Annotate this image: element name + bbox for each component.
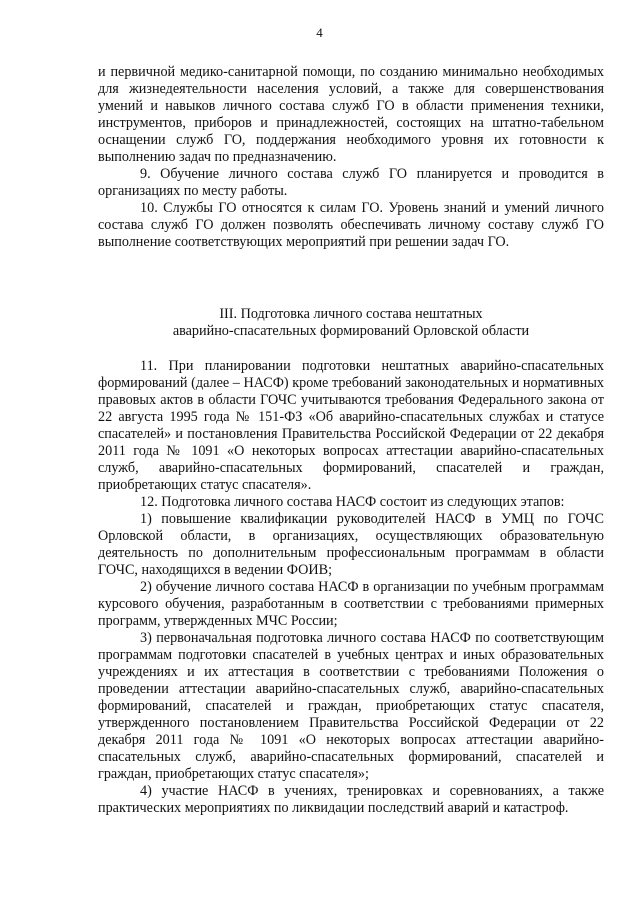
list-item-1: 1) повышение квалификации руководителей НАСФ в УМЦ по ГОЧС Орловской области, в организациях, осуществляющих образовательную деятельность по дополнительным профессиональным программам в области ГОЧС, находящихся в ведении ФОИВ; (98, 511, 604, 578)
paragraph-9: 9. Обучение личного состава служб ГО планируется и проводится в организациях по месту работы. (98, 166, 604, 199)
paragraph-10: 10. Службы ГО относятся к силам ГО. Уровень знаний и умений личного состава служб ГО должен позволять обеспечивать личному составу служб ГО выполнение соответствующих мероприятий при решении задач ГО. (98, 200, 604, 250)
text-block-top (98, 64, 604, 251)
paragraph: и первичной медико-санитарной помощи, по созданию минимально необходимых для жизнедеятельности населения условий, а также для совершенствования умений и навыков личного состава служб ГО в области применения техники, инструментов, приборов и принадлежностей, состоящих на штатно-табельном оснащении служб ГО, поддержания необходимого уровня их готовности к выполнению задач по предназначению. (98, 64, 604, 165)
section-heading (98, 306, 604, 340)
list-item-2: 2) обучение личного состава НАСФ в организации по учебным программам курсового обучения, разработанным в соответствии с требованиями примерных программ, утвержденных МЧС России; (98, 579, 604, 629)
page-number: 4 (316, 25, 323, 40)
section-heading-line2: аварийно-спасательных формирований Орловской области (172, 323, 530, 339)
text-block-section-3 (98, 358, 604, 817)
section-heading-line1: III. Подготовка личного состава нештатных (219, 306, 483, 322)
list-item-4: 4) участие НАСФ в учениях, тренировках и соревнованиях, а также практических мероприятиях по ликвидации последствий аварий и катастроф. (98, 783, 604, 816)
paragraph-12: 12. Подготовка личного состава НАСФ состоит из следующих этапов: (140, 494, 565, 510)
paragraph-11: 11. При планировании подготовки нештатных аварийно-спасательных формирований (далее – НАСФ) кроме требований законодательных и нормативных правовых актов в области ГОЧС учитываются требования Федерального закона от 22 августа 1995 года № 151-ФЗ «Об аварийно-спасательных службах и статусе спасателей» и постановления Правительства Российской Федерации от 22 декабря 2011 года № 1091 «О некоторых вопросах аттестации аварийно-спасательных служб, аварийно-спасательных формирований, спасателей и граждан, приобретающих статус спасателя». (98, 358, 604, 493)
list-item-3: 3) первоначальная подготовка личного состава НАСФ по соответствующим программам подготовки спасателей в учебных центрах и иных образовательных учреждениях и их аттестация в соответствии с требованиями Положения о проведении аттестации аварийно-спасательных служб, аварийно-спасательных формирований, спасателей и граждан, приобретающих статус спасателя, утвержденного постановлением Правительства Российской Федерации от 22 декабря 2011 года № 1091 «О некоторых вопросах аттестации аварийно-спасательных служб, аварийно-спасательных формирований, спасателей и граждан, приобретающих статус спасателя»; (98, 630, 604, 782)
